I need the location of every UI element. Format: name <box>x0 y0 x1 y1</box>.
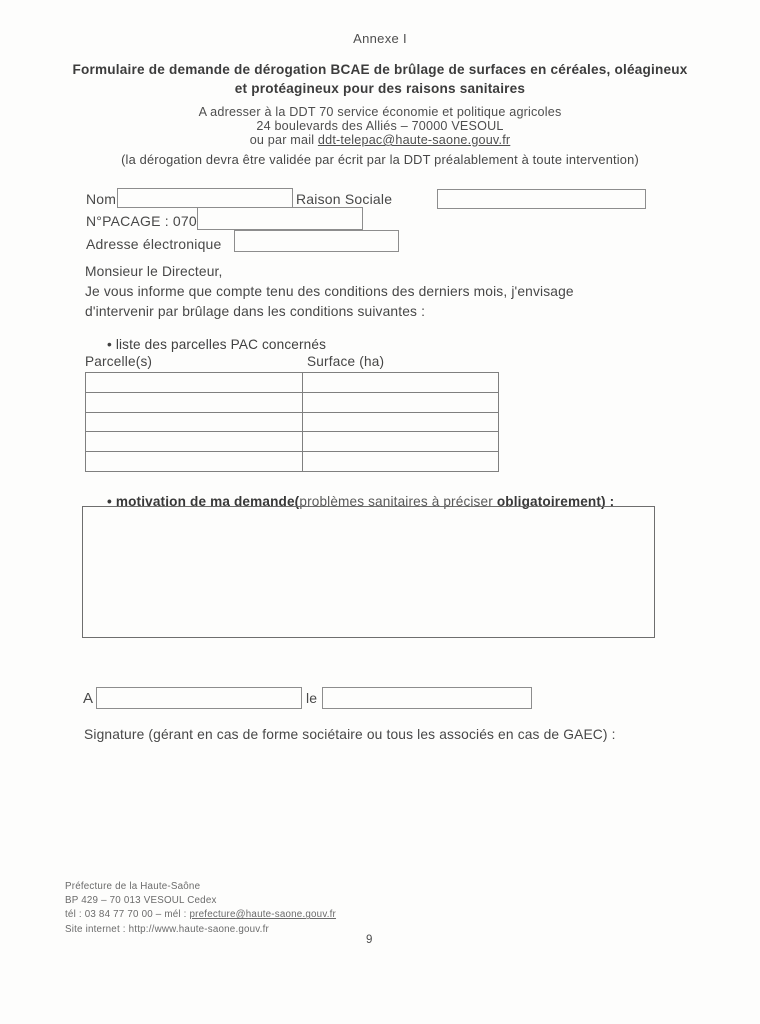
motivation-bullet-bold2: obligatoirement <box>496 494 602 509</box>
table-cell-surface[interactable] <box>303 412 499 432</box>
footer-email-link: prefecture@haute-saone.gouv.fr <box>189 909 337 921</box>
table-row <box>86 412 499 432</box>
table-cell-parcelle[interactable] <box>86 432 303 452</box>
body-paragraph-line2: d'intervenir par brûlage dans les conditions suivantes : <box>85 304 426 319</box>
table-cell-surface[interactable] <box>303 452 499 472</box>
table-cell-parcelle[interactable] <box>86 373 303 393</box>
table-row <box>86 392 499 412</box>
form-title-line2: et protéagineux pour des raisons sanitaires <box>234 81 526 96</box>
adresse-electronique-input[interactable] <box>234 230 399 252</box>
table-row <box>86 452 499 472</box>
place-a-label: A <box>83 690 94 707</box>
le-label: le <box>306 690 318 706</box>
raison-sociale-input[interactable] <box>437 189 646 209</box>
email-link: ddt-telepac@haute-saone.gouv.fr <box>317 133 511 147</box>
footer-tel-prefix: tél : 03 84 77 70 00 – mél : <box>65 909 190 921</box>
surface-column-header: Surface (ha) <box>307 354 385 369</box>
body-paragraph-line1: Je vous informe que compte tenu des conditions des derniers mois, j'envisage <box>85 284 574 299</box>
footer-site-prefix: Site internet : <box>65 923 129 935</box>
page-number: 9 <box>366 934 373 946</box>
table-row <box>86 373 499 393</box>
footer-block <box>65 880 336 937</box>
motivation-bullet-normal: problèmes sanitaires à préciser <box>299 494 497 509</box>
footer-site-url: http://www.haute-saone.gouv.fr <box>128 923 269 935</box>
parcelle-column-header: Parcelle(s) <box>85 354 153 369</box>
footer-line-site <box>65 923 336 937</box>
parcel-list-bullet: • liste des parcelles PAC concernés <box>107 337 327 352</box>
place-input[interactable] <box>96 687 302 709</box>
pacage-label: N°PACAGE : 070 <box>86 213 197 229</box>
footer-line-prefecture: Préfecture de la Haute-Saône <box>65 881 201 892</box>
salutation: Monsieur le Directeur, <box>85 264 223 279</box>
motivation-bullet-bold1: • motivation de ma demande( <box>107 494 300 509</box>
adresse-electronique-label: Adresse électronique <box>86 236 222 252</box>
signature-label: Signature (gérant en cas de forme sociétaire ou tous les associés en cas de GAEC) : <box>84 727 616 742</box>
nom-input[interactable] <box>117 188 293 208</box>
motivation-textarea[interactable] <box>82 506 655 638</box>
address-line-1: A adresser à la DDT 70 service économie et politique agricoles <box>198 105 562 119</box>
footer-line-address: BP 429 – 70 013 VESOUL Cedex <box>65 895 217 907</box>
nom-label: Nom <box>86 191 117 207</box>
raison-sociale-label: Raison Sociale <box>296 191 393 207</box>
table-cell-parcelle[interactable] <box>86 412 303 432</box>
date-input[interactable] <box>322 687 532 709</box>
pacage-input[interactable] <box>197 207 363 230</box>
table-cell-surface[interactable] <box>303 373 499 393</box>
table-row <box>86 432 499 452</box>
table-cell-parcelle[interactable] <box>86 452 303 472</box>
mail-prefix: ou par mail <box>249 133 318 147</box>
table-cell-parcelle[interactable] <box>86 392 303 412</box>
table-cell-surface[interactable] <box>303 392 499 412</box>
parcel-table <box>85 372 499 472</box>
annexe-label: Annexe I <box>353 31 407 46</box>
address-line-3 <box>0 133 760 147</box>
footer-line-contact <box>65 908 336 922</box>
form-title-line1: Formulaire de demande de dérogation BCAE de brûlage de surfaces en céréales, oléagineux <box>72 62 688 77</box>
motivation-bullet-tail: ) : <box>601 494 615 509</box>
validation-note: (la dérogation devra être validée par écrit par la DDT préalablement à toute intervention) <box>121 152 639 167</box>
table-cell-surface[interactable] <box>303 432 499 452</box>
address-line-2: 24 boulevards des Alliés – 70000 VESOUL <box>256 119 504 133</box>
